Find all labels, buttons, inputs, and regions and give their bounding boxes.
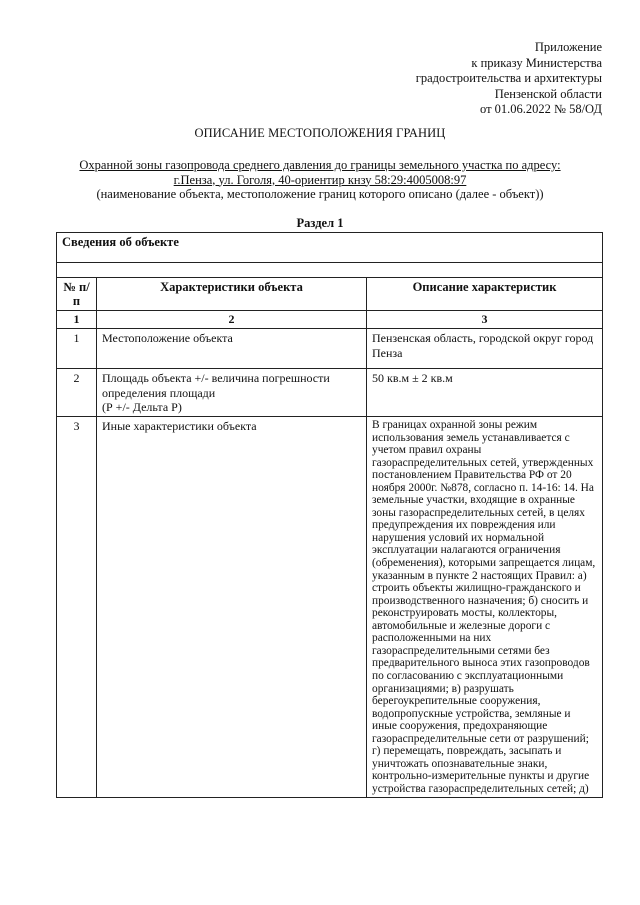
- row-description: Пензенская область, городской округ город Пенза: [367, 329, 603, 369]
- table-row: [57, 417, 603, 798]
- appendix-line: Приложение: [534, 40, 602, 54]
- column-number: 1: [57, 311, 97, 329]
- document-title: ОПИСАНИЕ МЕСТОПОЛОЖЕНИЯ ГРАНИЦ: [194, 126, 446, 140]
- column-number: 3: [367, 311, 603, 329]
- appendix-block: [342, 40, 602, 118]
- object-name-caption: (наименование объекта, местоположение границ которого описано (далее - объект)): [96, 187, 544, 201]
- table-column-header-row: [57, 278, 603, 311]
- table-spacer-cell: [57, 263, 603, 278]
- table-info-header: Сведения об объекте: [57, 233, 603, 263]
- row-number: 3: [57, 417, 97, 798]
- row-characteristic: Площадь объекта +/- величина погрешности определения площади (Р +/- Дельта Р): [97, 369, 367, 417]
- table-column-number-row: [57, 311, 603, 329]
- row-number: 2: [57, 369, 97, 417]
- appendix-line: к приказу Министерства: [471, 55, 602, 70]
- table-row: [57, 369, 603, 417]
- object-name-line: Охранной зоны газопровода среднего давления до границы земельного участка по адресу:: [79, 158, 561, 172]
- row-description: В границах охранной зоны режим использования земель устанавливается с учетом правил охраны газораспределительных сетей, утвержденных постановлением Правительства РФ от 20 ноября 2000г. №878, согласно п. 14-16: 14. На земельные участки, входящие в охранные зоны газораспределительных сетей, в целях предупреждения их повреждения или нарушения условий их нормальной эксплуатации налагаются ограничения (обременения), которыми запрещается лицам, указанным в пункте 2 настоящих Правил: а) строить объекты жилищно-гражданского и производственного назначения; б) сносить и реконструировать мосты, коллекторы, автомобильные и железные дороги с расположенными на них газораспределительными сетями без предварительного выноса этих газопроводов по согласованию с эксплуатационными организациями; в) разрушать берегоукрепительные сооружения, водопропускные устройства, земляные и иные сооружения, предохраняющие газораспределительные сети от разрушений; г) перемещать, повреждать, засыпать и уничтожать опознавательные знаки, контрольно-измерительные пункты и другие устройства газораспределительных сетей; д): [367, 417, 603, 798]
- column-header-num: № п/п: [57, 278, 97, 311]
- column-header-characteristics: Характеристики объекта: [97, 278, 367, 311]
- object-address-line: г.Пенза, ул. Гоголя, 40-ориентир кнзу 58:29:4005008:97: [173, 172, 467, 187]
- object-info-table: [56, 232, 603, 798]
- table-spacer-row: [57, 263, 603, 278]
- column-header-description: Описание характеристик: [367, 278, 603, 311]
- appendix-order-line: от 01.06.2022 № 58/ОД: [479, 102, 602, 117]
- row-number: 1: [57, 329, 97, 369]
- appendix-line: градостроительства и архитектуры: [415, 71, 602, 86]
- row-characteristic: Местоположение объекта: [97, 329, 367, 369]
- table-info-header-row: [57, 233, 603, 263]
- object-name-block: [40, 158, 600, 202]
- appendix-line: Пензенской области: [494, 86, 602, 101]
- column-number: 2: [97, 311, 367, 329]
- table-row: [57, 329, 603, 369]
- section-title: Раздел 1: [296, 216, 344, 230]
- row-description: 50 кв.м ± 2 кв.м: [367, 369, 603, 417]
- row-characteristic: Иные характеристики объекта: [97, 417, 367, 798]
